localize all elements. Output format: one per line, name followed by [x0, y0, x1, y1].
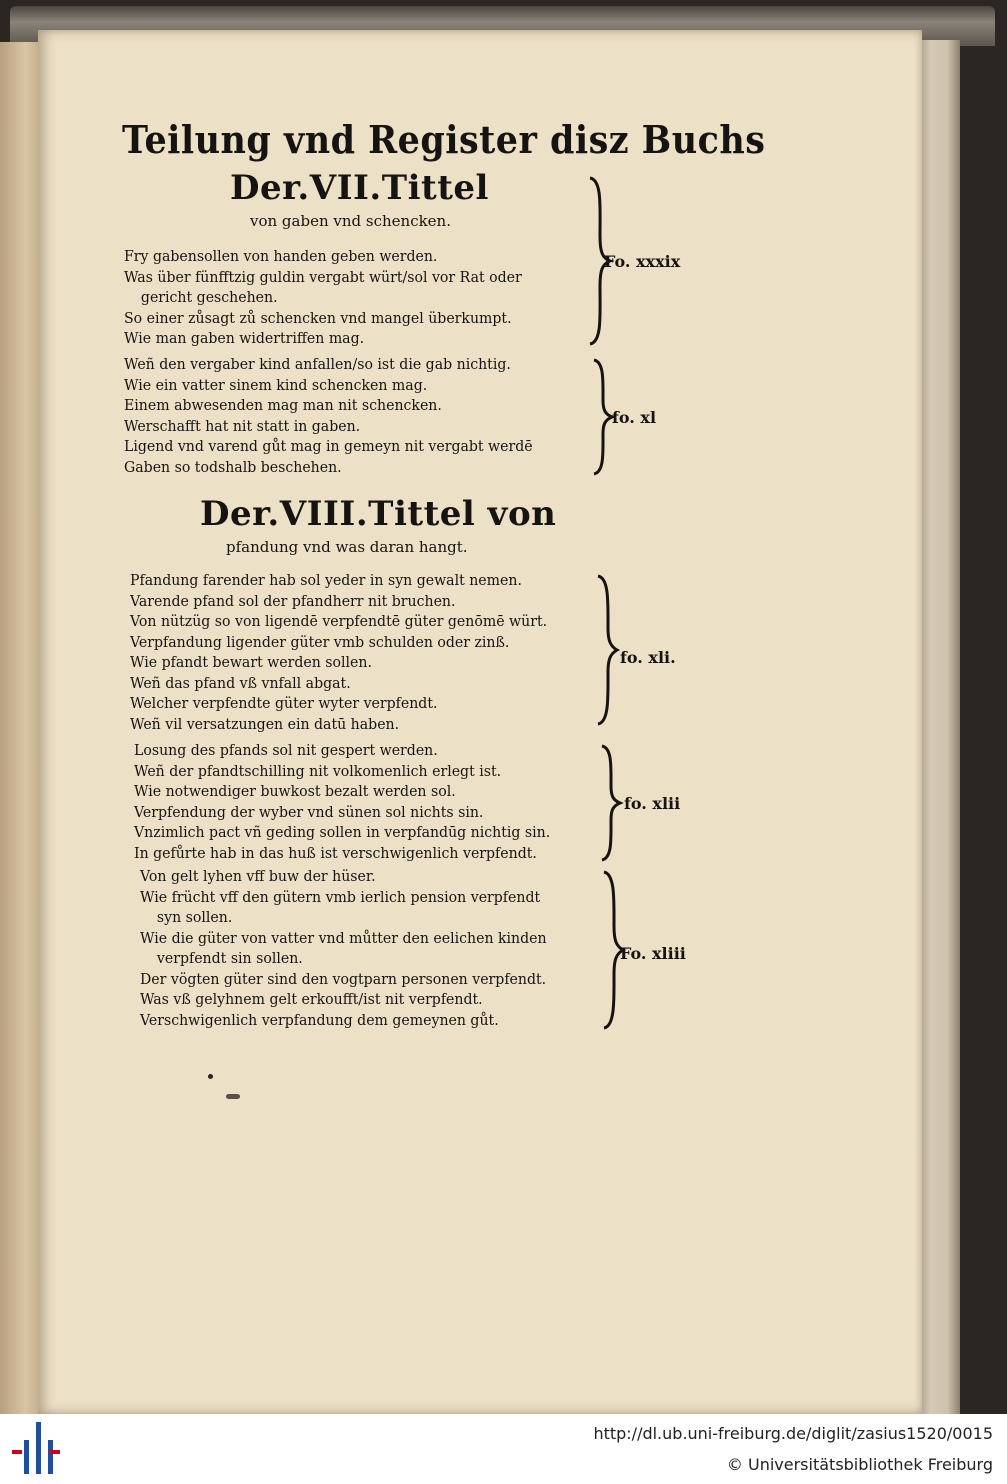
register-entry: Einem abwesenden mag man nit schencken. [124, 396, 442, 414]
register-entry: Fry gabensollen von handen geben werden. [124, 247, 438, 265]
register-entry: Werschafft hat nit statt in gaben. [124, 416, 361, 435]
register-entry: Der vögten güter sind den vogtparn personen verpfendt. [140, 969, 547, 988]
register-entry: Varende pfand sol der pfandherr nit bruchen. [130, 591, 456, 610]
register-entry: Wie ein vatter sinem kind schencken mag. [124, 375, 428, 394]
register-entry: Weñ vil versatzungen ein datū haben. [130, 714, 400, 733]
folio-reference: Fo. xliii [620, 944, 686, 963]
section-subheading: von gaben vnd schencken. [250, 212, 451, 230]
folio-reference: fo. xlii [624, 794, 681, 813]
register-entry: Von gelt lyhen vff buw der hüser. [140, 867, 376, 885]
register-entry: Weñ der pfandtschilling nit volkomenlich erlegt ist. [134, 761, 502, 780]
register-entry: Von nützüg so von ligendē verpfendtē güter genōmē würt. [130, 612, 548, 630]
register-entry: Verpfandung ligender güter vmb schulden oder zinß. [130, 632, 510, 651]
source-url-link[interactable]: http://dl.ub.uni-freiburg.de/diglit/zasius1520/0015 [593, 1424, 993, 1443]
register-entry: Ligend vnd varend gůt mag in gemeyn nit vergabt werdē [124, 437, 533, 455]
register-group [124, 246, 547, 349]
folio-reference: fo. xli. [620, 648, 676, 667]
register-entry: Was vß gelyhnem gelt erkoufft/ist nit verpfendt. [140, 990, 483, 1008]
register-entry: Weñ den vergaber kind anfallen/so ist die gab nichtig. [124, 355, 511, 373]
page-title: Teilung vnd Register disz Buchs [122, 117, 766, 162]
left-page-edge [0, 42, 42, 1414]
register-entry: Was über fünfftzig guldin vergabt würt/sol vor Rat oder [124, 267, 522, 286]
register-entry: Verschwigenlich verpfandung dem gemeynen gůt. [140, 1010, 499, 1029]
folio-reference: Fo. xxxix [604, 252, 681, 271]
register-group [140, 866, 573, 1030]
register-entry: So einer zůsagt zů schencken vnd mangel überkumpt. [124, 308, 512, 327]
page-stack-edge [918, 40, 960, 1414]
curly-brace-icon [594, 574, 622, 726]
register-entry: verpfendt sin sollen. [156, 949, 303, 967]
register-group [134, 740, 577, 863]
ink-spot [226, 1094, 240, 1099]
register-entry: In gefůrte hab in das huß ist verschwigenlich verpfendt. [134, 843, 537, 862]
register-entry: Wie man gaben widertriffen mag. [124, 329, 365, 347]
register-entry: Wie frücht vff den gütern vmb ierlich pension verpfendt [140, 887, 541, 906]
register-entry: Gaben so todshalb beschehen. [124, 457, 342, 476]
register-entry: Wie die güter von vatter vnd můtter den eelichen kinden [140, 928, 547, 947]
section-subheading: pfandung vnd was daran hangt. [226, 538, 468, 556]
register-group [130, 570, 574, 734]
ink-spot [208, 1074, 213, 1079]
register-entry: gericht geschehen. [140, 288, 278, 306]
register-entry: Vnzimlich pact vñ geding sollen in verpfandūg nichtig sin. [134, 823, 551, 841]
register-entry: Verpfendung der wyber vnd sünen sol nichts sin. [134, 802, 484, 821]
library-logo-icon [10, 1420, 62, 1476]
section-heading: Der.VIII.Tittel von [200, 494, 557, 534]
folio-reference: fo. xl [612, 408, 657, 427]
register-group [124, 354, 559, 477]
register-entry: Weñ das pfand vß vnfall abgat. [130, 673, 351, 692]
section-heading: Der.VII.Tittel [230, 168, 489, 208]
register-entry: Wie notwendiger buwkost bezalt werden sol. [134, 782, 456, 800]
register-entry: syn sollen. [156, 908, 233, 926]
register-entry: Losung des pfands sol nit gespert werden. [134, 741, 438, 759]
register-entry: Welcher verpfendte güter wyter verpfendt. [130, 694, 438, 712]
register-entry: Pfandung farender hab sol yeder in syn gewalt nemen. [130, 571, 522, 589]
copyright-text: © Universitätsbibliothek Freiburg [726, 1455, 993, 1474]
curly-brace-icon [598, 744, 626, 862]
register-entry: Wie pfandt bewart werden sollen. [130, 653, 372, 671]
